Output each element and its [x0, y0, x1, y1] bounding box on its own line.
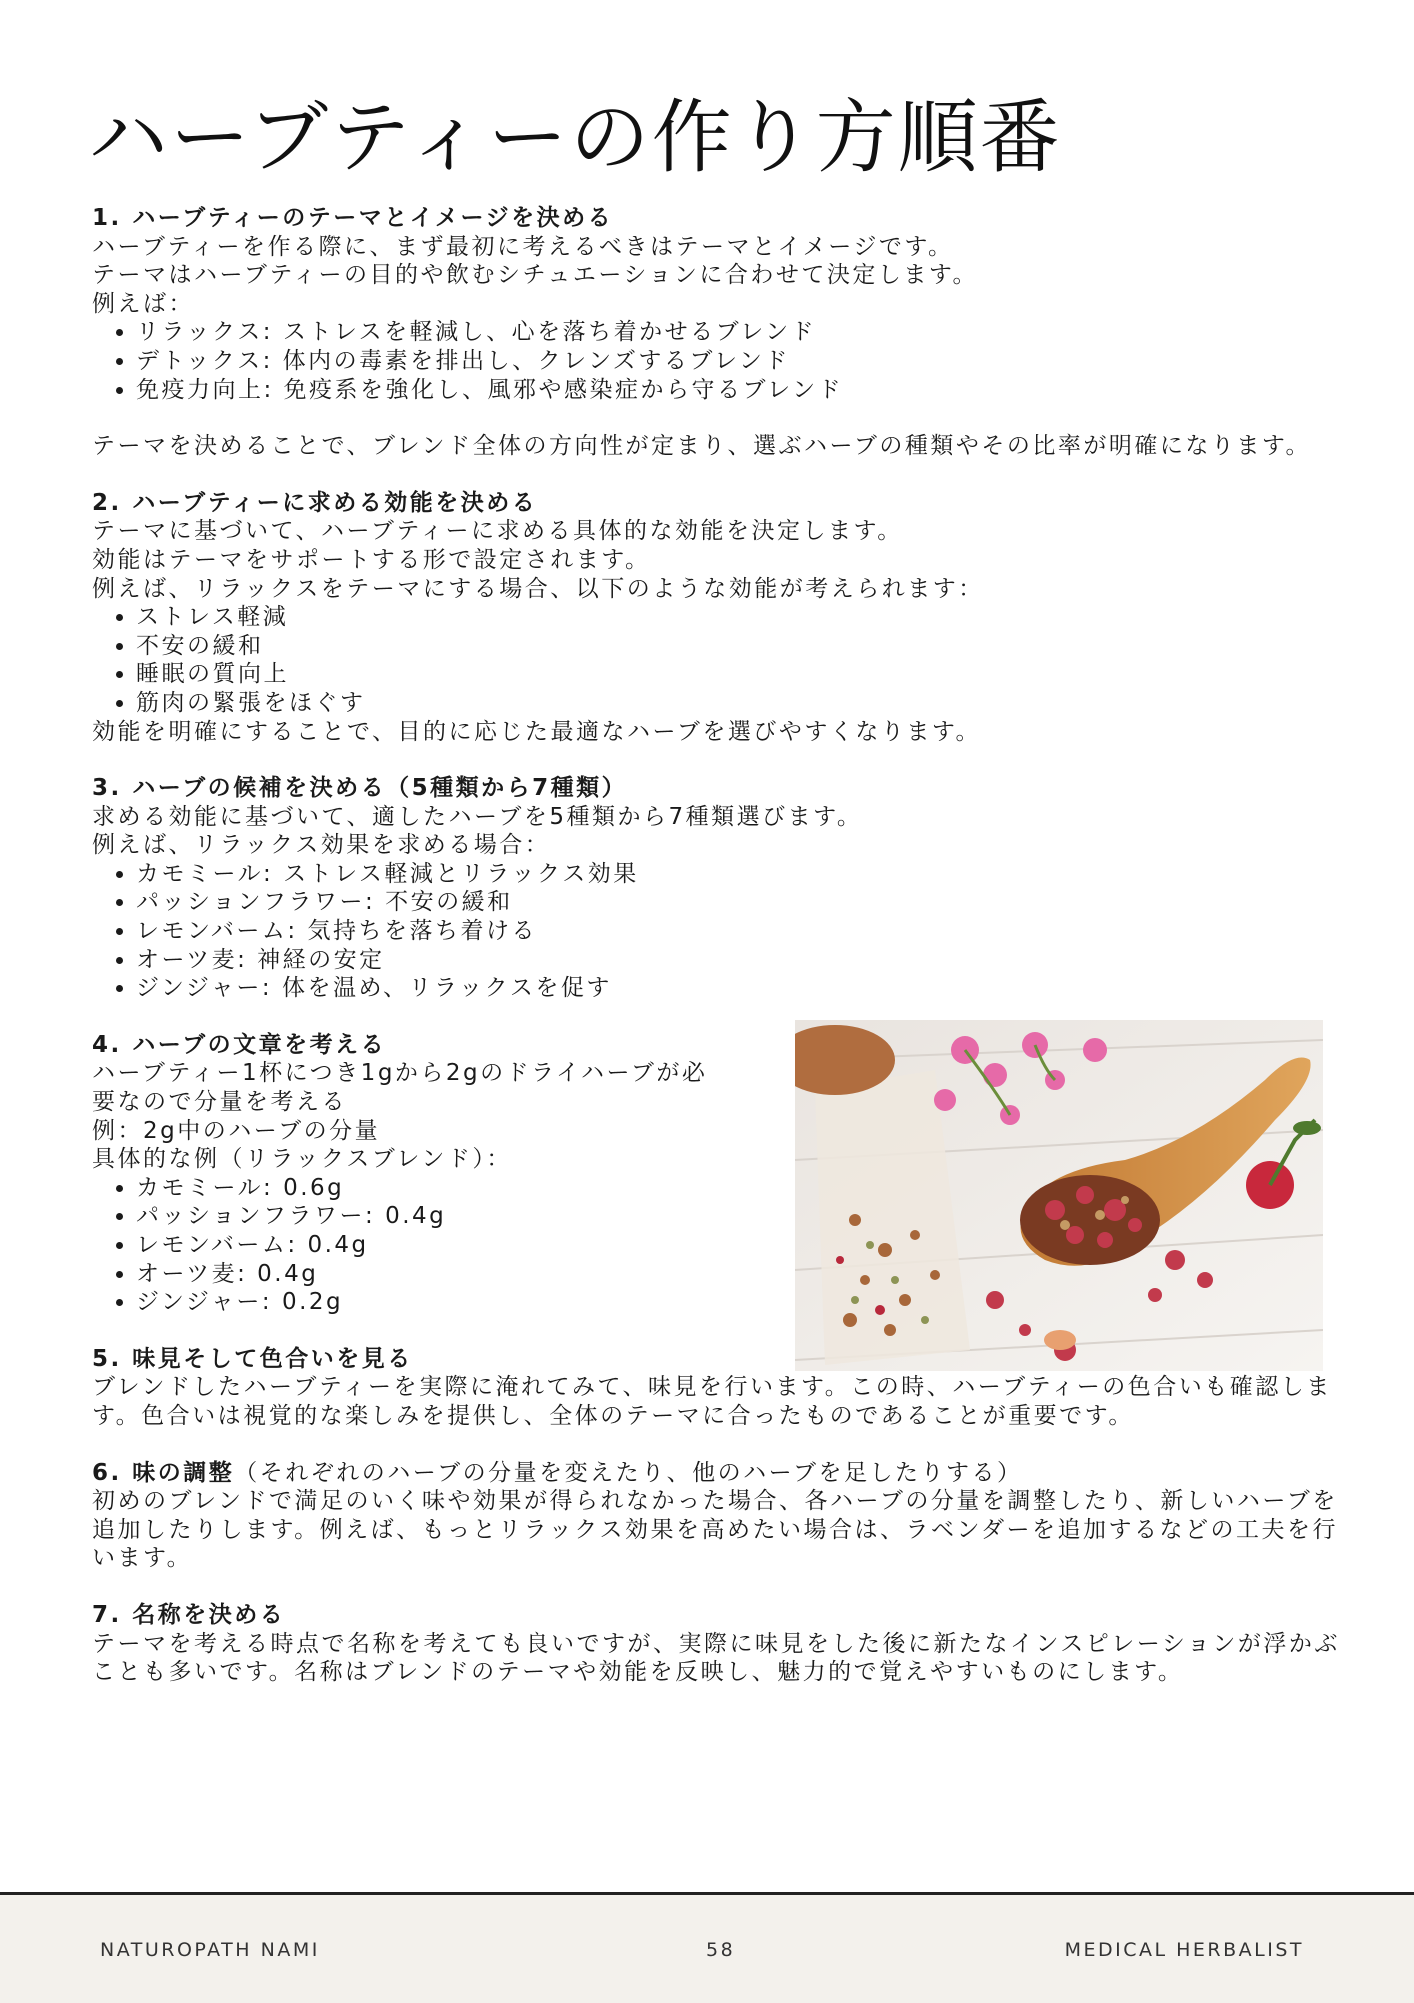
paragraph: 効能はテーマをサポートする形で設定されます。: [92, 546, 651, 573]
list-item: • レモンバーム: 0.4g: [136, 1231, 776, 1260]
paragraph: 効能を明確にすることで、目的に応じた最適なハーブを選びやすくなります。: [92, 718, 982, 745]
section-candidates: [92, 774, 1342, 1003]
list-item: • 不安の緩和: [136, 632, 1342, 661]
section-heading: 4. ハーブの文章を考える: [92, 1031, 387, 1058]
herbal-tea-photo: [795, 1020, 1323, 1371]
paragraph: 例えば、リラックスをテーマにする場合、以下のような効能が考えられます：: [92, 575, 984, 602]
footer-author: NATUROPATH NAMI: [100, 1939, 320, 1961]
list-item: • レモンバーム: 気持ちを落ち着ける: [136, 917, 1342, 946]
section-adjust: [92, 1459, 1342, 1573]
list-item: • オーツ麦: 神経の安定: [136, 946, 1342, 975]
paragraph: ハーブティー1杯につき1gから2gのドライハーブが必要なので分量を考える: [92, 1060, 708, 1116]
section-heading: 7. 名称を決める: [92, 1601, 286, 1628]
list-item: • カモミール: ストレス軽減とリラックス効果: [136, 860, 1342, 889]
paragraph: ブレンドしたハーブティーを実際に淹れてみて、味見を行います。この時、ハーブティーの色合いも確認します。色合いは視覚的な楽しみを提供し、全体のテーマに合ったものであることが重要です。: [92, 1374, 1332, 1429]
page-title: ハーブティーの作り方順番: [88, 91, 1062, 184]
paragraph: テーマを決めることで、ブレンド全体の方向性が定まり、選ぶハーブの種類やその比率が明確になります。: [92, 433, 1312, 460]
paragraph: テーマはハーブティーの目的や飲むシチュエーションに合わせて決定します。: [92, 262, 979, 289]
list-item: • デトックス: 体内の毒素を排出し、クレンズするブレンド: [136, 347, 1342, 376]
list-item: • 筋肉の緊張をほぐす: [136, 689, 1342, 718]
paragraph: テーマに基づいて、ハーブティーに求める具体的な効能を決定します。: [92, 518, 903, 545]
list-item: • 睡眠の質向上: [136, 660, 1342, 689]
list-item: • ストレス軽減: [136, 603, 1342, 632]
list-item: • リラックス: ストレスを軽減し、心を落ち着かせるブレンド: [136, 318, 1342, 347]
paragraph: 例えば、リラックス効果を求める場合：: [92, 832, 551, 859]
page-number: 58: [706, 1939, 736, 1961]
footer-subtitle: MEDICAL HERBALIST: [1064, 1939, 1304, 1961]
bullet-list: [92, 318, 1342, 404]
page-footer: [0, 1892, 1414, 2003]
list-item: • 免疫力向上: 免疫系を強化し、風邪や感染症から守るブレンド: [136, 376, 1342, 405]
paragraph: 初めのブレンドで満足のいく味や効果が得られなかった場合、各ハーブの分量を調整したり、新しいハーブを追加したりします。例えば、もっとリラックス効果を高めたい場合は、ラベンダーを追加するなどの工夫を行います。: [92, 1488, 1339, 1572]
section-heading: 1. ハーブティーのテーマとイメージを決める: [92, 205, 614, 231]
list-item: • パッションフラワー: 不安の緩和: [136, 888, 1342, 917]
heading-main: 6. 味の調整: [92, 1459, 235, 1486]
bullet-list: [92, 860, 1342, 1003]
section-effects: [92, 489, 1342, 746]
paragraph: 具体的な例（リラックスブレンド）：: [92, 1146, 512, 1173]
section-naming: [92, 1601, 1342, 1687]
paragraph: ハーブティーを作る際に、まず最初に考えるべきはテーマとイメージです。: [92, 233, 954, 260]
list-item: • ジンジャー: 0.2g: [136, 1288, 776, 1317]
paragraph: テーマを考える時点で名称を考えても良いですが、実際に味見をした後に新たなインスピレーションが浮かぶことも多いです。名称はブレンドのテーマや効能を反映し、魅力的で覚えやすいものにします。: [92, 1630, 1340, 1686]
list-item: • パッションフラワー: 0.4g: [136, 1202, 776, 1231]
bullet-list: [92, 1174, 776, 1317]
section-heading: 3. ハーブの候補を決める（5種類から7種類）: [92, 775, 628, 802]
section-heading: 2. ハーブティーに求める効能を決める: [92, 489, 538, 516]
heading-suffix: （それぞれのハーブの分量を変えたり、他のハーブを足したりする）: [234, 1459, 1023, 1486]
list-item: • オーツ麦: 0.4g: [136, 1260, 776, 1289]
section-heading: 5. 味見そして色合いを見る: [92, 1345, 413, 1372]
paragraph: 求める効能に基づいて、適したハーブを5種類から7種類選びます。: [92, 803, 863, 830]
paragraph: 例：2g中のハーブの分量: [92, 1117, 381, 1144]
paragraph: 例えば：: [92, 290, 194, 317]
section-heading: [92, 1459, 1342, 1488]
list-item: • カモミール: 0.6g: [136, 1174, 776, 1203]
list-item: • ジンジャー: 体を温め、リラックスを促す: [136, 974, 1342, 1003]
section-theme: [92, 204, 1342, 461]
bullet-list: [92, 603, 1342, 717]
article-body: [92, 204, 1342, 1687]
